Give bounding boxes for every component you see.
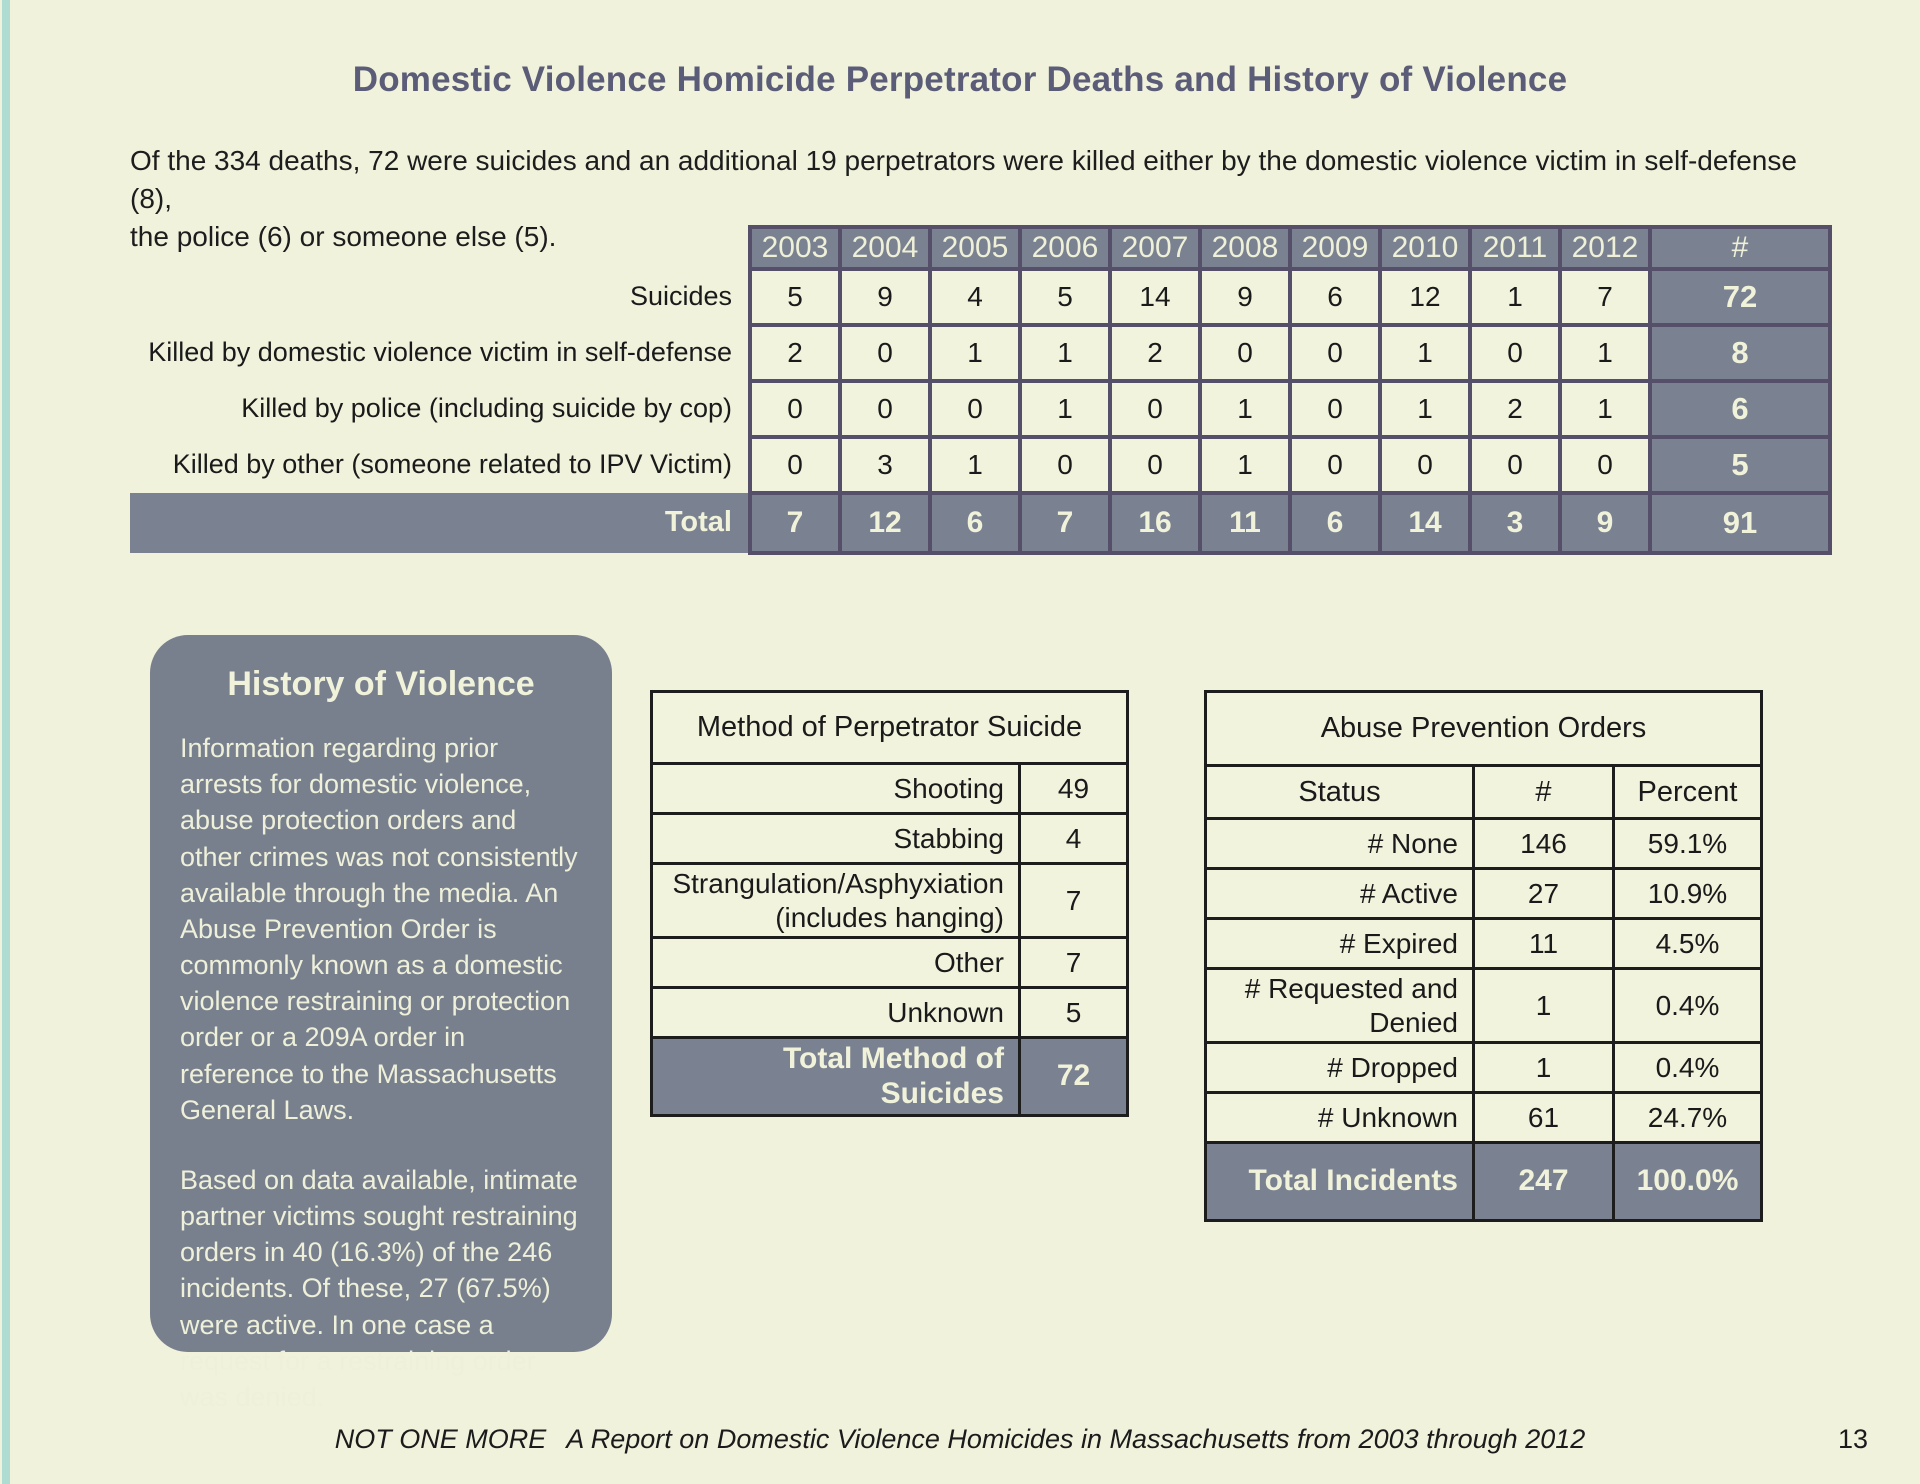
footer-report-name: NOT ONE MORE: [334, 1424, 547, 1454]
history-box-title: History of Violence: [227, 665, 535, 703]
deaths-cell: 1: [930, 325, 1020, 381]
apo-total-label: Total Incidents: [1206, 1143, 1474, 1221]
deaths-cell: 0: [1200, 325, 1290, 381]
method-label: Shooting: [652, 764, 1020, 814]
apo-count: 11: [1474, 919, 1614, 969]
deaths-cell: 0: [1380, 437, 1470, 493]
history-box-paragraph-1: Information regarding prior arrests for domestic violence, abuse protection orders and other crimes was not consistently available through the media. An Abuse Prevention Order is commonly known as a domestic violence restraining or protection order or a 209A order in reference to the Massachusetts General Laws.: [180, 733, 578, 1125]
abuse-prevention-orders-table: [1204, 690, 1763, 1222]
deaths-cell: 0: [1560, 437, 1650, 493]
row-total-cell: 5: [1650, 437, 1830, 493]
deaths-cell: 0: [1470, 325, 1560, 381]
method-table-header-row: [652, 692, 1128, 764]
method-count: 7: [1020, 938, 1128, 988]
deaths-row-suicides: [130, 269, 1830, 325]
history-of-violence-box: [150, 635, 612, 1412]
apo-total-percent: 100.0%: [1614, 1143, 1762, 1221]
row-label: Suicides: [629, 281, 732, 312]
year-header: 2007: [1110, 227, 1200, 269]
method-count: 49: [1020, 764, 1128, 814]
row-total-cell: 6: [1650, 381, 1830, 437]
method-count: 5: [1020, 988, 1128, 1038]
apo-table-header-row: [1206, 692, 1762, 766]
year-header: 2012: [1560, 227, 1650, 269]
year-header: 2010: [1380, 227, 1470, 269]
total-row-label: Total: [130, 493, 750, 553]
deaths-header-row: [130, 227, 1830, 269]
page-title: Domestic Violence Homicide Perpetrator Deaths and History of Violence: [352, 60, 1568, 99]
count-column-header: #: [1650, 227, 1830, 269]
apo-status: # Unknown: [1206, 1093, 1474, 1143]
total-cell: 6: [930, 493, 1020, 553]
deaths-cell: 0: [840, 381, 930, 437]
method-total-label: Total Method of Suicides: [652, 1038, 1020, 1116]
method-row-stabbing: [652, 814, 1128, 864]
deaths-cell: 2: [1470, 381, 1560, 437]
apo-row-active: [1206, 869, 1762, 919]
apo-status: # Expired: [1206, 919, 1474, 969]
deaths-cell: 1: [1560, 325, 1650, 381]
year-header: 2009: [1290, 227, 1380, 269]
apo-percent: 59.1%: [1614, 819, 1762, 869]
deaths-cell: 0: [840, 325, 930, 381]
year-header: 2005: [930, 227, 1020, 269]
deaths-cell: 6: [1290, 269, 1380, 325]
method-row-strangulation: [652, 864, 1128, 938]
deaths-cell: 2: [750, 325, 840, 381]
total-cell: 14: [1380, 493, 1470, 553]
history-box-paragraph-2: Based on data available, intimate partner victims sought restraining orders in 40 (16.3%) of the 246 incidents. Of these, 27 (67.5%) were active. In one case a request for a restraining order was denied.: [180, 1164, 578, 1412]
total-cell: 11: [1200, 493, 1290, 553]
year-header: 2008: [1200, 227, 1290, 269]
method-label: Other: [652, 938, 1020, 988]
method-row-other: [652, 938, 1128, 988]
deaths-cell: 9: [1200, 269, 1290, 325]
apo-row-expired: [1206, 919, 1762, 969]
apo-count: 61: [1474, 1093, 1614, 1143]
footer-report-subtitle: A Report on Domestic Violence Homicides in Massachusetts from 2003 through 2012: [566, 1424, 1586, 1454]
intro-line-2: the police (6) or someone else (5).: [130, 221, 557, 253]
total-cell: 3: [1470, 493, 1560, 553]
apo-total-count: 247: [1474, 1143, 1614, 1221]
method-label: Stabbing: [652, 814, 1020, 864]
row-total-cell: 8: [1650, 325, 1830, 381]
apo-column-count: #: [1474, 766, 1614, 819]
apo-status: # Requested and Denied: [1206, 969, 1474, 1043]
apo-status: # Dropped: [1206, 1043, 1474, 1093]
year-header: 2006: [1020, 227, 1110, 269]
apo-column-percent: Percent: [1614, 766, 1762, 819]
total-cell: 12: [840, 493, 930, 553]
deaths-total-row: [130, 493, 1830, 553]
deaths-cell: 0: [1110, 437, 1200, 493]
apo-column-header-row: [1206, 766, 1762, 819]
left-edge-strip: [2, 0, 10, 1484]
apo-row-requested-denied: [1206, 969, 1762, 1043]
apo-count: 1: [1474, 969, 1614, 1043]
apo-percent: 4.5%: [1614, 919, 1762, 969]
row-label: Killed by police (including suicide by cop): [241, 393, 732, 424]
total-cell: 9: [1560, 493, 1650, 553]
apo-percent: 0.4%: [1614, 969, 1762, 1043]
deaths-cell: 1: [1560, 381, 1650, 437]
deaths-cell: 1: [1020, 325, 1110, 381]
method-label: Strangulation/Asphyxiation (includes hanging): [652, 864, 1020, 938]
method-of-suicide-table: [650, 690, 1129, 1117]
apo-row-none: [1206, 819, 1762, 869]
deaths-header-spacer: [130, 227, 750, 269]
method-count: 4: [1020, 814, 1128, 864]
deaths-cell: 0: [1110, 381, 1200, 437]
deaths-cell: 0: [930, 381, 1020, 437]
apo-table-title: Abuse Prevention Orders: [1206, 692, 1762, 766]
apo-count: 146: [1474, 819, 1614, 869]
deaths-cell: 1: [1380, 381, 1470, 437]
apo-row-dropped: [1206, 1043, 1762, 1093]
apo-percent: 0.4%: [1614, 1043, 1762, 1093]
apo-total-row: [1206, 1143, 1762, 1221]
intro-line-1: Of the 334 deaths, 72 were suicides and an additional 19 perpetrators were killed either by the domestic violence victim in self-defense (8),: [130, 145, 1797, 215]
total-cell: 7: [750, 493, 840, 553]
page-number: 13: [1837, 1424, 1868, 1454]
deaths-cell: 0: [750, 381, 840, 437]
deaths-cell: 1: [1200, 437, 1290, 493]
deaths-cell: 0: [1290, 437, 1380, 493]
deaths-row-other: [130, 437, 1830, 493]
deaths-by-year-table: [130, 225, 1832, 555]
method-row-unknown: [652, 988, 1128, 1038]
deaths-cell: 7: [1560, 269, 1650, 325]
total-cell: 16: [1110, 493, 1200, 553]
deaths-cell: 0: [1020, 437, 1110, 493]
deaths-cell: 9: [840, 269, 930, 325]
deaths-cell: 14: [1110, 269, 1200, 325]
total-cell: 7: [1020, 493, 1110, 553]
apo-count: 1: [1474, 1043, 1614, 1093]
apo-status: # Active: [1206, 869, 1474, 919]
deaths-cell: 2: [1110, 325, 1200, 381]
deaths-cell: 5: [750, 269, 840, 325]
method-row-shooting: [652, 764, 1128, 814]
apo-status: # None: [1206, 819, 1474, 869]
row-label: Killed by other (someone related to IPV Victim): [172, 449, 732, 480]
apo-percent: 10.9%: [1614, 869, 1762, 919]
method-total-row: [652, 1038, 1128, 1116]
deaths-cell: 0: [1290, 325, 1380, 381]
year-header: 2011: [1470, 227, 1560, 269]
row-total-cell: 72: [1650, 269, 1830, 325]
deaths-cell: 4: [930, 269, 1020, 325]
deaths-cell: 1: [930, 437, 1020, 493]
year-header: 2004: [840, 227, 930, 269]
deaths-cell: 0: [750, 437, 840, 493]
method-table-title: Method of Perpetrator Suicide: [652, 692, 1128, 764]
deaths-cell: 1: [1380, 325, 1470, 381]
grand-total-cell: 91: [1650, 493, 1830, 553]
apo-row-unknown: [1206, 1093, 1762, 1143]
deaths-cell: 3: [840, 437, 930, 493]
deaths-cell: 1: [1020, 381, 1110, 437]
page-footer: [0, 1424, 1920, 1455]
deaths-cell: 0: [1470, 437, 1560, 493]
deaths-cell: 1: [1470, 269, 1560, 325]
total-cell: 6: [1290, 493, 1380, 553]
deaths-cell: 1: [1200, 381, 1290, 437]
row-label: Killed by domestic violence victim in self-defense: [148, 337, 732, 368]
method-count: 7: [1020, 864, 1128, 938]
year-header: 2003: [750, 227, 840, 269]
deaths-row-self-defense: [130, 325, 1830, 381]
method-total-count: 72: [1020, 1038, 1128, 1116]
deaths-cell: 5: [1020, 269, 1110, 325]
method-label: Unknown: [652, 988, 1020, 1038]
deaths-row-police: [130, 381, 1830, 437]
apo-count: 27: [1474, 869, 1614, 919]
apo-column-status: Status: [1206, 766, 1474, 819]
apo-percent: 24.7%: [1614, 1093, 1762, 1143]
deaths-cell: 12: [1380, 269, 1470, 325]
deaths-cell: 0: [1290, 381, 1380, 437]
